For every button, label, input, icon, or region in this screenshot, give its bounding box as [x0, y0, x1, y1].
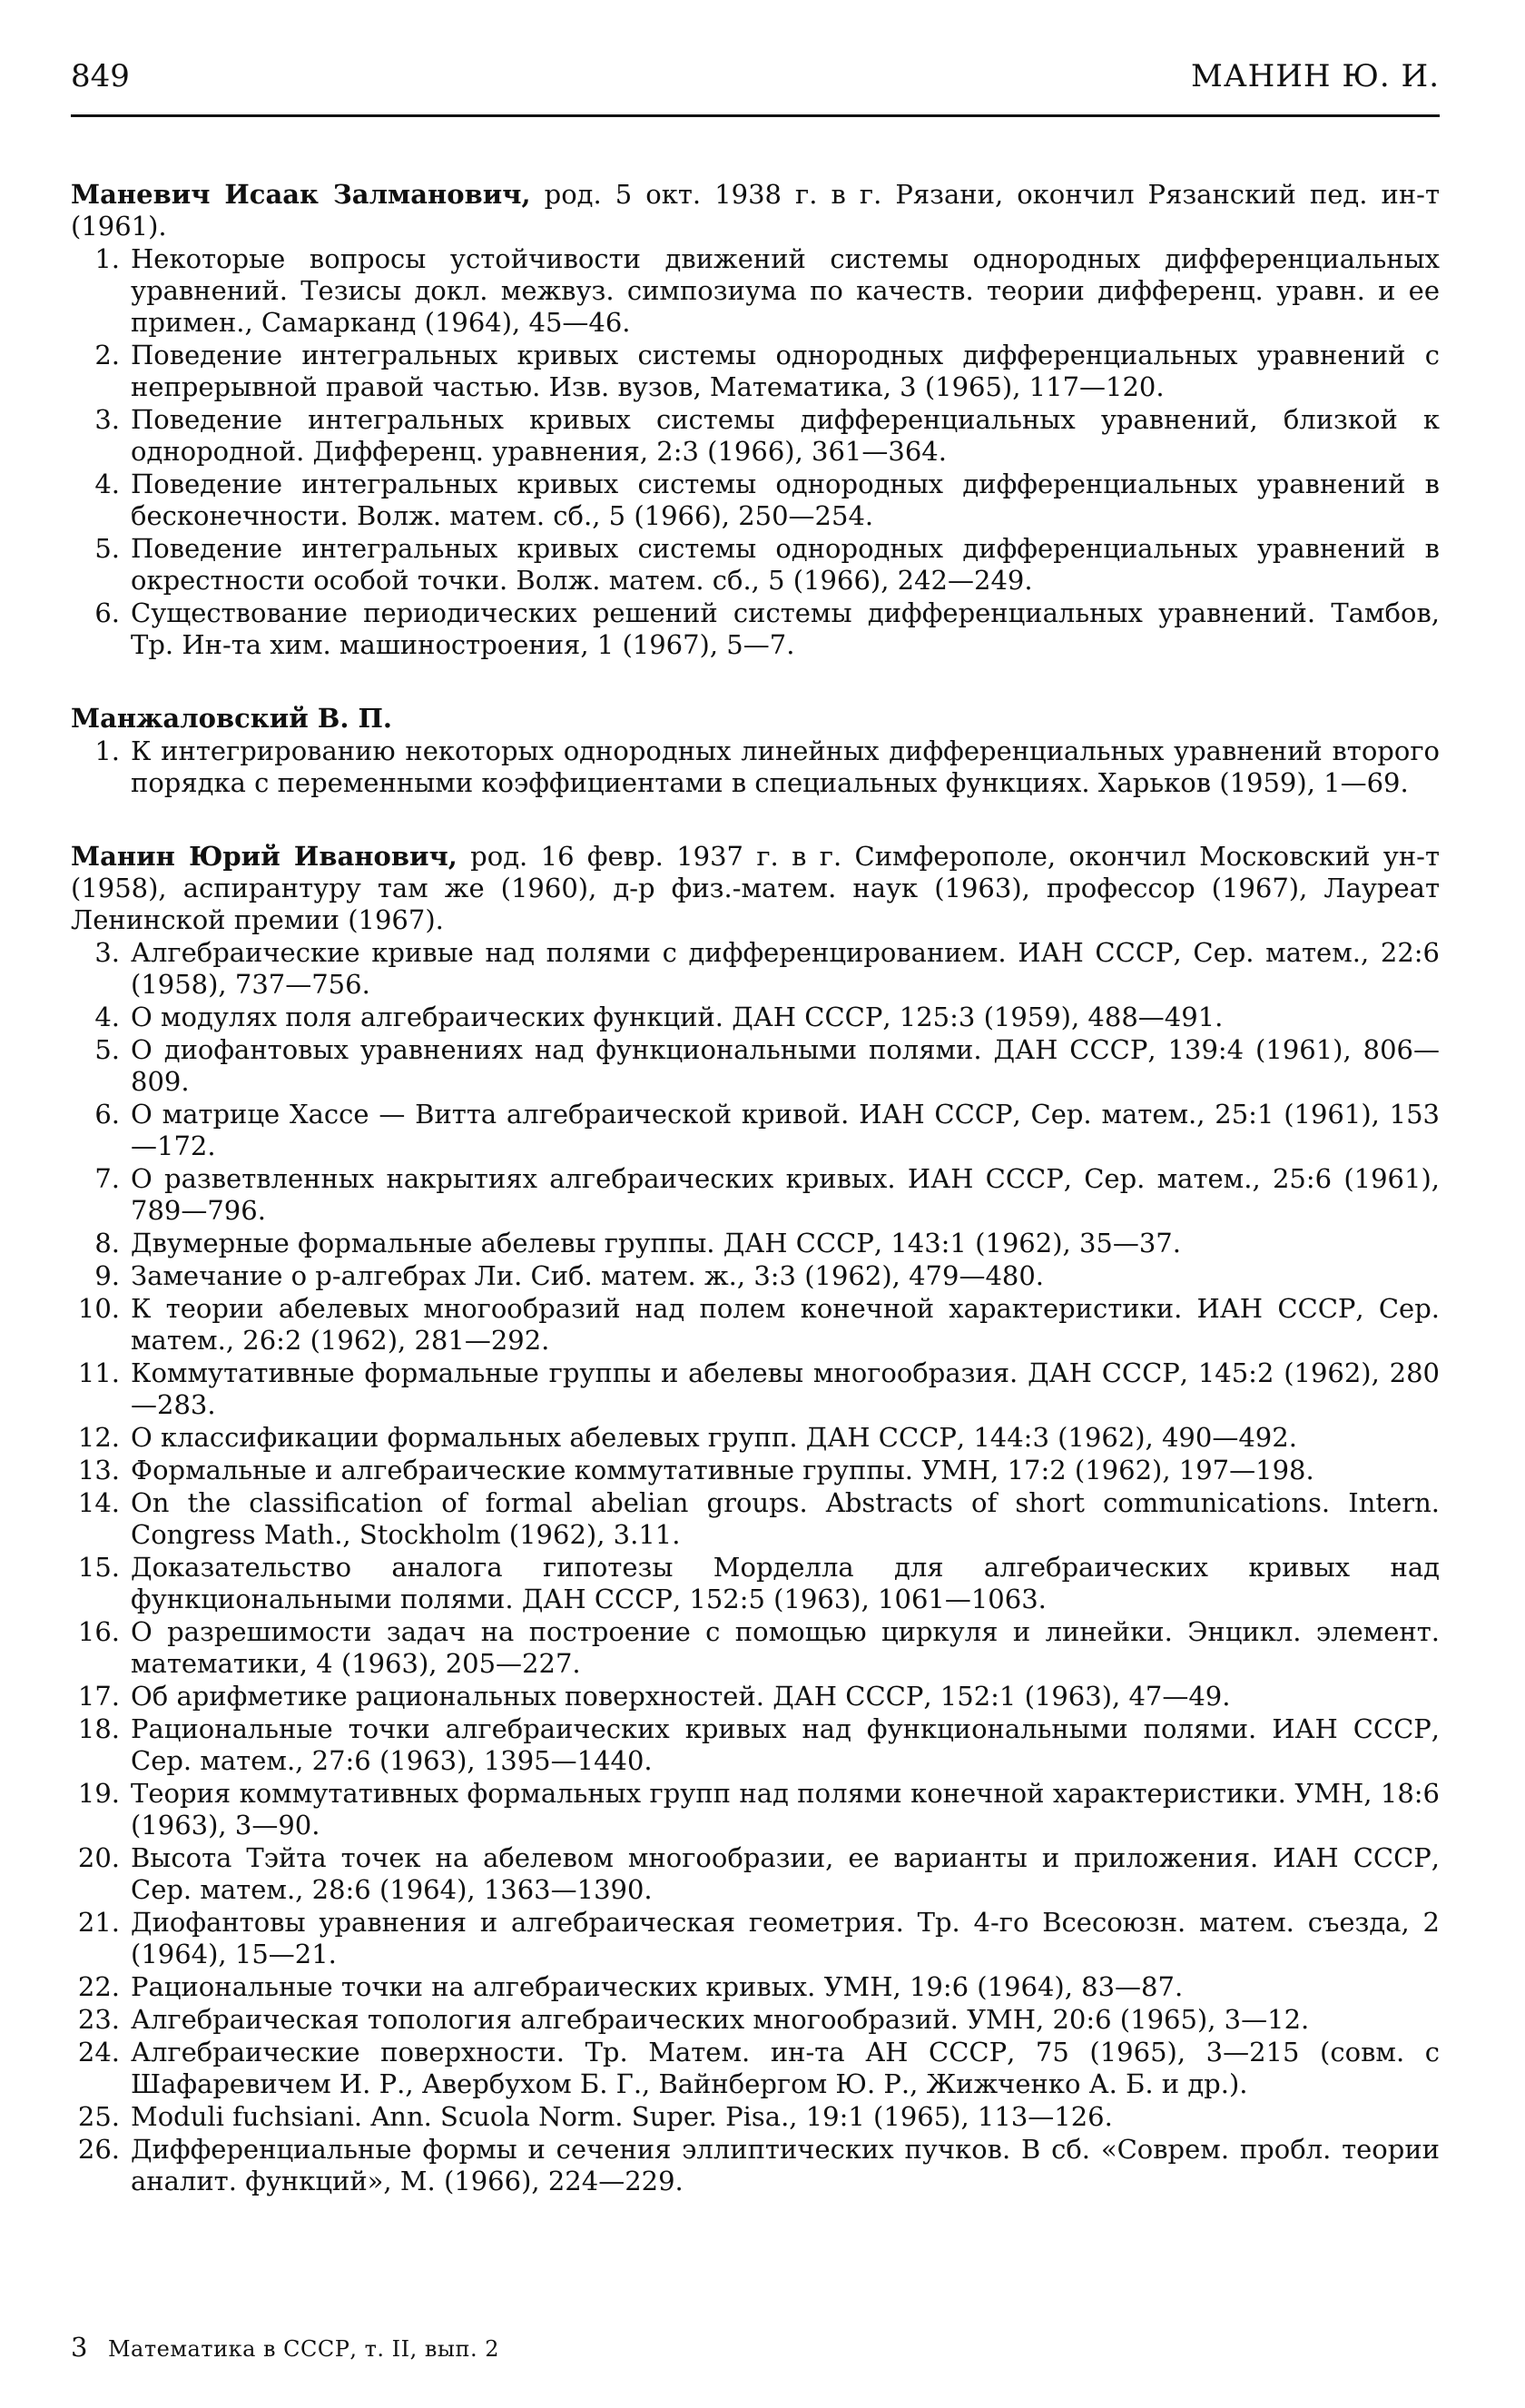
publication-text: Доказательство аналога гипотезы Морделла для алгебраических кривых над функциональными полями. ДАН СССР, 152:5 (1963), 1061—1063. [131, 1552, 1440, 1614]
publication-number: 22. [77, 1971, 120, 2002]
publication-number: 23. [77, 2004, 120, 2035]
publication-number: 17. [77, 1681, 120, 1712]
publication-number: 10. [77, 1293, 120, 1324]
author-bio-text: род. 5 окт. 1938 г. в г. Рязани, окончил Рязанский пед. ин-т (1961). [71, 179, 1440, 242]
publication-number: 13. [77, 1455, 120, 1485]
publication-item [71, 1163, 1440, 1227]
author-bio [71, 703, 1440, 735]
page [71, 58, 1440, 2239]
publication-item [71, 1357, 1440, 1421]
publication-text: Поведение интегральных кривых системы дифференциальных уравнений, близкой к однородной. Дифференц. уравнения, 2:3 (1966), 361—364. [131, 404, 1440, 467]
publication-number: 5. [94, 1034, 120, 1065]
publication-list [71, 243, 1440, 661]
publication-text: Поведение интегральных кривых системы однородных дифференциальных уравнений в бесконечности. Волж. матем. сб., 5 (1966), 250—254. [131, 469, 1440, 531]
publication-number: 1. [94, 243, 120, 274]
publication-number: 24. [77, 2037, 120, 2068]
publication-number: 1. [94, 735, 120, 766]
publication-text: On the classification of formal abelian groups. Abstracts of short communications. Intern. Congress Math., Stockholm (1962), 3.11. [131, 1487, 1440, 1550]
publication-number: 19. [77, 1778, 120, 1809]
publication-item [71, 1002, 1440, 1033]
publication-number: 9. [94, 1260, 120, 1291]
publication-item [71, 1681, 1440, 1712]
publication-text: О диофантовых уравнениях над функциональными полями. ДАН СССР, 139:4 (1961), 806—809. [131, 1034, 1440, 1097]
publication-item [71, 1293, 1440, 1357]
publication-item [71, 469, 1440, 532]
publication-text: О модулях поля алгебраических функций. ДАН СССР, 125:3 (1959), 488—491. [131, 1002, 1224, 1032]
publication-number: 5. [94, 533, 120, 564]
publication-text: Алгебраическая топология алгебраических многообразий. УМН, 20:6 (1965), 3—12. [131, 2004, 1310, 2035]
author-name: Манжаловский В. П. [71, 703, 393, 734]
publication-text: Диофантовы уравнения и алгебраическая геометрия. Тр. 4-го Всесоюзн. матем. съезда, 2 (1964), 15—21. [131, 1907, 1440, 1969]
footer-text: Математика в СССР, т. II, вып. 2 [107, 2336, 500, 2362]
publication-text: К теории абелевых многообразий над полем конечной характеристики. ИАН СССР, Сер. матем., 26:2 (1962), 281—292. [131, 1293, 1440, 1356]
publication-text: Алгебраические поверхности. Тр. Матем. ин-та АН СССР, 75 (1965), 3—215 (совм. с Шафаревичем И. Р., Авербухом Б. Г., Вайнбергом Ю. Р., Жижченко А. Б. и др.). [131, 2037, 1440, 2099]
publication-text: О разрешимости задач на построение с помощью циркуля и линейки. Энцикл. элемент. математики, 4 (1963), 205—227. [131, 1616, 1440, 1679]
page-footer [71, 2332, 499, 2363]
author-entry [71, 841, 1440, 2197]
publication-item [71, 1487, 1440, 1551]
publication-item [71, 1907, 1440, 1970]
publication-item [71, 1713, 1440, 1777]
publication-item [71, 404, 1440, 468]
publication-text: Коммутативные формальные группы и абелевы многообразия. ДАН СССР, 145:2 (1962), 280—283. [131, 1357, 1440, 1420]
publication-text: Теория коммутативных формальных групп над полями конечной характеристики. УМН, 18:6 (1963), 3—90. [131, 1778, 1440, 1841]
publication-text: Поведение интегральных кривых системы однородных дифференциальных уравнений в окрестности особой точки. Волж. матем. сб., 5 (1966), 242—249. [131, 533, 1440, 596]
publication-text: Дифференциальные формы и сечения эллиптических пучков. В сб. «Соврем. пробл. теории аналит. функций», М. (1966), 224—229. [131, 2134, 1440, 2196]
author-name: Манин Юрий Иванович, [71, 841, 458, 872]
publication-list [71, 735, 1440, 799]
publication-item [71, 1422, 1440, 1454]
publication-number: 6. [94, 1099, 120, 1130]
publication-item [71, 2101, 1440, 2133]
author-bio [71, 179, 1440, 242]
publication-item [71, 1260, 1440, 1292]
publication-item [71, 1455, 1440, 1486]
publication-text: О классификации формальных абелевых групп. ДАН СССР, 144:3 (1962), 490—492. [131, 1422, 1297, 1453]
publication-text: О разветвленных накрытиях алгебраических кривых. ИАН СССР, Сер. матем., 25:6 (1961), 789—796. [131, 1163, 1440, 1226]
author-name: Маневич Исаак Залманович, [71, 179, 531, 210]
publication-number: 26. [77, 2134, 120, 2165]
publication-number: 7. [94, 1163, 120, 1194]
publication-item [71, 1616, 1440, 1680]
publication-item [71, 597, 1440, 661]
publication-item [71, 937, 1440, 1001]
publication-item [71, 243, 1440, 339]
author-entry [71, 179, 1440, 661]
running-title: МАНИН Ю. И. [1191, 58, 1440, 94]
author-bio [71, 841, 1440, 936]
publication-item [71, 2004, 1440, 2036]
publication-text: Поведение интегральных кривых системы однородных дифференциальных уравнений с непрерывной правой частью. Изв. вузов, Математика, 3 (1965), 117—120. [131, 340, 1440, 402]
publication-number: 8. [94, 1228, 120, 1258]
page-number: 849 [71, 58, 130, 94]
publication-text: Формальные и алгебраические коммутативные группы. УМН, 17:2 (1962), 197—198. [131, 1455, 1314, 1485]
publication-item [71, 1552, 1440, 1615]
publication-text: Об арифметике рациональных поверхностей. ДАН СССР, 152:1 (1963), 47—49. [131, 1681, 1231, 1712]
publication-list [71, 937, 1440, 2197]
author-entry [71, 703, 1440, 799]
publication-item [71, 533, 1440, 597]
publication-number: 12. [77, 1422, 120, 1453]
publication-number: 15. [77, 1552, 120, 1583]
publication-text: Moduli fuchsiani. Ann. Scuola Norm. Super. Pisa., 19:1 (1965), 113—126. [131, 2101, 1113, 2132]
header-rule [71, 114, 1440, 117]
publication-text: Рациональные точки на алгебраических кривых. УМН, 19:6 (1964), 83—87. [131, 1971, 1184, 2002]
publication-number: 20. [77, 1842, 120, 1873]
publication-text: Некоторые вопросы устойчивости движений системы однородных дифференциальных уравнений. Тезисы докл. межвуз. симпозиума по качеств. теории дифференц. уравн. и ее примен., Самарканд (1964), 45—46. [131, 243, 1440, 338]
publication-number: 18. [77, 1713, 120, 1744]
running-header [71, 58, 1440, 114]
publication-text: Алгебраические кривые над полями с дифференцированием. ИАН СССР, Сер. матем., 22:6 (1958), 737—756. [131, 937, 1440, 1000]
publication-text: Двумерные формальные абелевы группы. ДАН СССР, 143:1 (1962), 35—37. [131, 1228, 1181, 1258]
publication-item [71, 1034, 1440, 1098]
author-bio-text: род. 16 февр. 1937 г. в г. Симферополе, окончил Московский ун-т (1958), аспирантуру там же (1960), д-р физ.-матем. наук (1963), профессор (1967), Лауреат Ленинской премии (1967). [71, 841, 1441, 935]
publication-number: 14. [77, 1487, 120, 1518]
publication-item [71, 2134, 1440, 2197]
publication-number: 11. [77, 1357, 120, 1388]
publication-item [71, 1778, 1440, 1841]
publication-text: Высота Тэйта точек на абелевом многообразии, ее варианты и приложения. ИАН СССР, Сер. матем., 28:6 (1964), 1363—1390. [131, 1842, 1440, 1905]
publication-text: Существование периодических решений системы дифференциальных уравнений. Тамбов, Тр. Ин-та хим. машиностроения, 1 (1967), 5—7. [131, 597, 1440, 660]
signature-mark: 3 [71, 2332, 88, 2363]
publication-text: О матрице Хассе — Витта алгебраической кривой. ИАН СССР, Сер. матем., 25:1 (1961), 153—172. [131, 1099, 1440, 1161]
publication-number: 3. [94, 404, 120, 435]
publication-text: Замечание о p-алгебрах Ли. Сиб. матем. ж., 3:3 (1962), 479—480. [131, 1260, 1045, 1291]
publication-item [71, 1971, 1440, 2003]
publication-item [71, 1842, 1440, 1906]
publication-item [71, 735, 1440, 799]
publication-item [71, 1228, 1440, 1259]
publication-number: 25. [77, 2101, 120, 2132]
publication-item [71, 340, 1440, 403]
publication-number: 4. [94, 469, 120, 499]
publication-item [71, 2037, 1440, 2100]
publication-number: 4. [94, 1002, 120, 1032]
publication-number: 16. [77, 1616, 120, 1647]
publication-number: 3. [94, 937, 120, 968]
publication-number: 2. [94, 340, 120, 370]
publication-number: 21. [77, 1907, 120, 1938]
publication-text: Рациональные точки алгебраических кривых над функциональными полями. ИАН СССР, Сер. матем., 27:6 (1963), 1395—1440. [131, 1713, 1440, 1776]
publication-text: К интегрированию некоторых однородных линейных дифференциальных уравнений второго порядка с переменными коэффициентами в специальных функциях. Харьков (1959), 1—69. [131, 735, 1440, 798]
publication-item [71, 1099, 1440, 1162]
publication-number: 6. [94, 597, 120, 628]
